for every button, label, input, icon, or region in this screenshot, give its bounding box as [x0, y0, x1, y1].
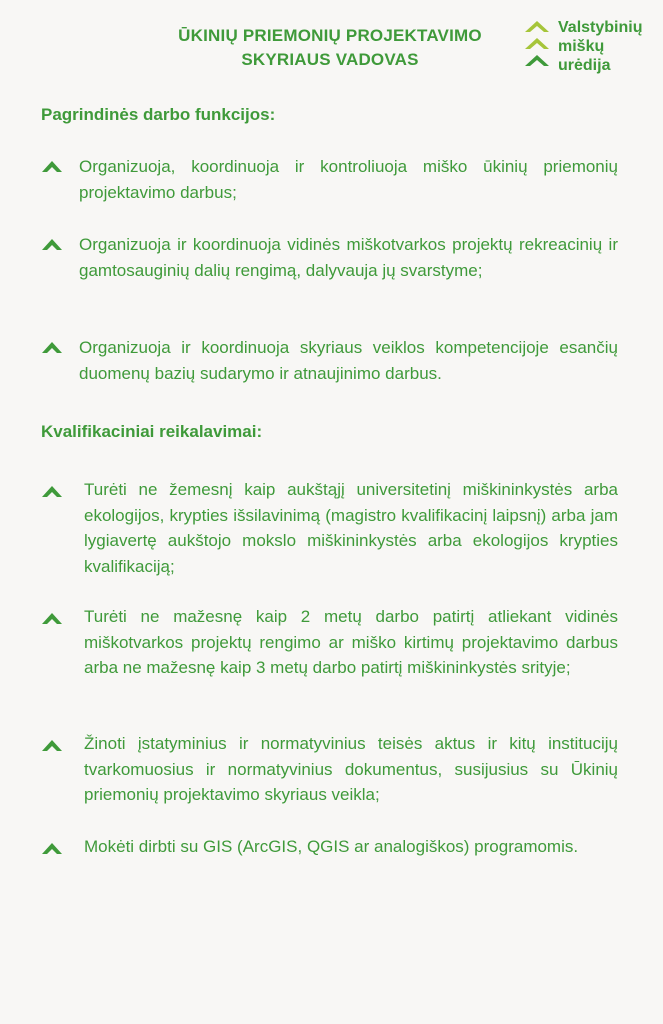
function-item-1: Organizuoja, koordinuoja ir kontroliuoja miško ūkinių priemonių projektavimo darbus;	[79, 157, 618, 202]
tree-chevrons-icon	[522, 18, 552, 74]
title-line-1: ŪKINIŲ PRIEMONIŲ PROJEKTAVIMO	[178, 26, 482, 45]
tree-bullet-icon	[41, 159, 63, 173]
functions-heading: Pagrindinės darbo funkcijos:	[41, 105, 276, 124]
requirement-item-2: Turėti ne mažesnę kaip 2 metų darbo patirtį atliekant vidinės miškotvarkos projektų rengimo ar miško kirtimų projektavimo darbus arba ne mažesnę kaip 3 metų darbo patirtį miškininkystės srityje;	[84, 607, 618, 677]
tree-bullet-icon	[41, 237, 63, 251]
requirement-item-1: Turėti ne žemesnį kaip aukštąjį universitetinį miškininkystės arba ekologijos, krypties išsilavinimą (magistro kvalifikacinį laipsnį) arba jam lygiavertę aukštojo mokslo miškininkystės arba ekologijos krypties kvalifikaciją;	[84, 480, 618, 576]
logo-line-3: urėdija	[558, 57, 611, 74]
function-item-3: Organizuoja ir koordinuoja skyriaus veiklos kompetencijoje esančių duomenų bazių sudarymo ir atnaujinimo darbus.	[79, 338, 618, 383]
requirement-item-4: Mokėti dirbti su GIS (ArcGIS, QGIS ar analogiškos) programomis.	[84, 837, 579, 856]
title-line-2: SKYRIAUS VADOVAS	[241, 50, 419, 69]
logo	[522, 18, 652, 78]
tree-bullet-icon	[41, 738, 63, 752]
logo-line-1: Valstybinių	[558, 19, 643, 36]
requirements-heading: Kvalifikaciniai reikalavimai:	[41, 422, 263, 441]
logo-line-2: miškų	[558, 38, 605, 55]
tree-bullet-icon	[41, 340, 63, 354]
tree-bullet-icon	[41, 611, 63, 625]
function-item-2: Organizuoja ir koordinuoja vidinės miškotvarkos projektų rekreacinių ir gamtosauginių dalių rengimą, dalyvauja jų svarstyme;	[79, 235, 618, 280]
page-title	[150, 24, 510, 72]
requirement-item-3: Žinoti įstatyminius ir normatyvinius teisės aktus ir kitų institucijų tvarkomuosius ir normatyvinius dokumentus, susijusius su Ūkinių priemonių projektavimo skyriaus veikla;	[84, 734, 618, 804]
tree-bullet-icon	[41, 484, 63, 498]
tree-bullet-icon	[41, 841, 63, 855]
logo-wordmark	[558, 18, 642, 75]
